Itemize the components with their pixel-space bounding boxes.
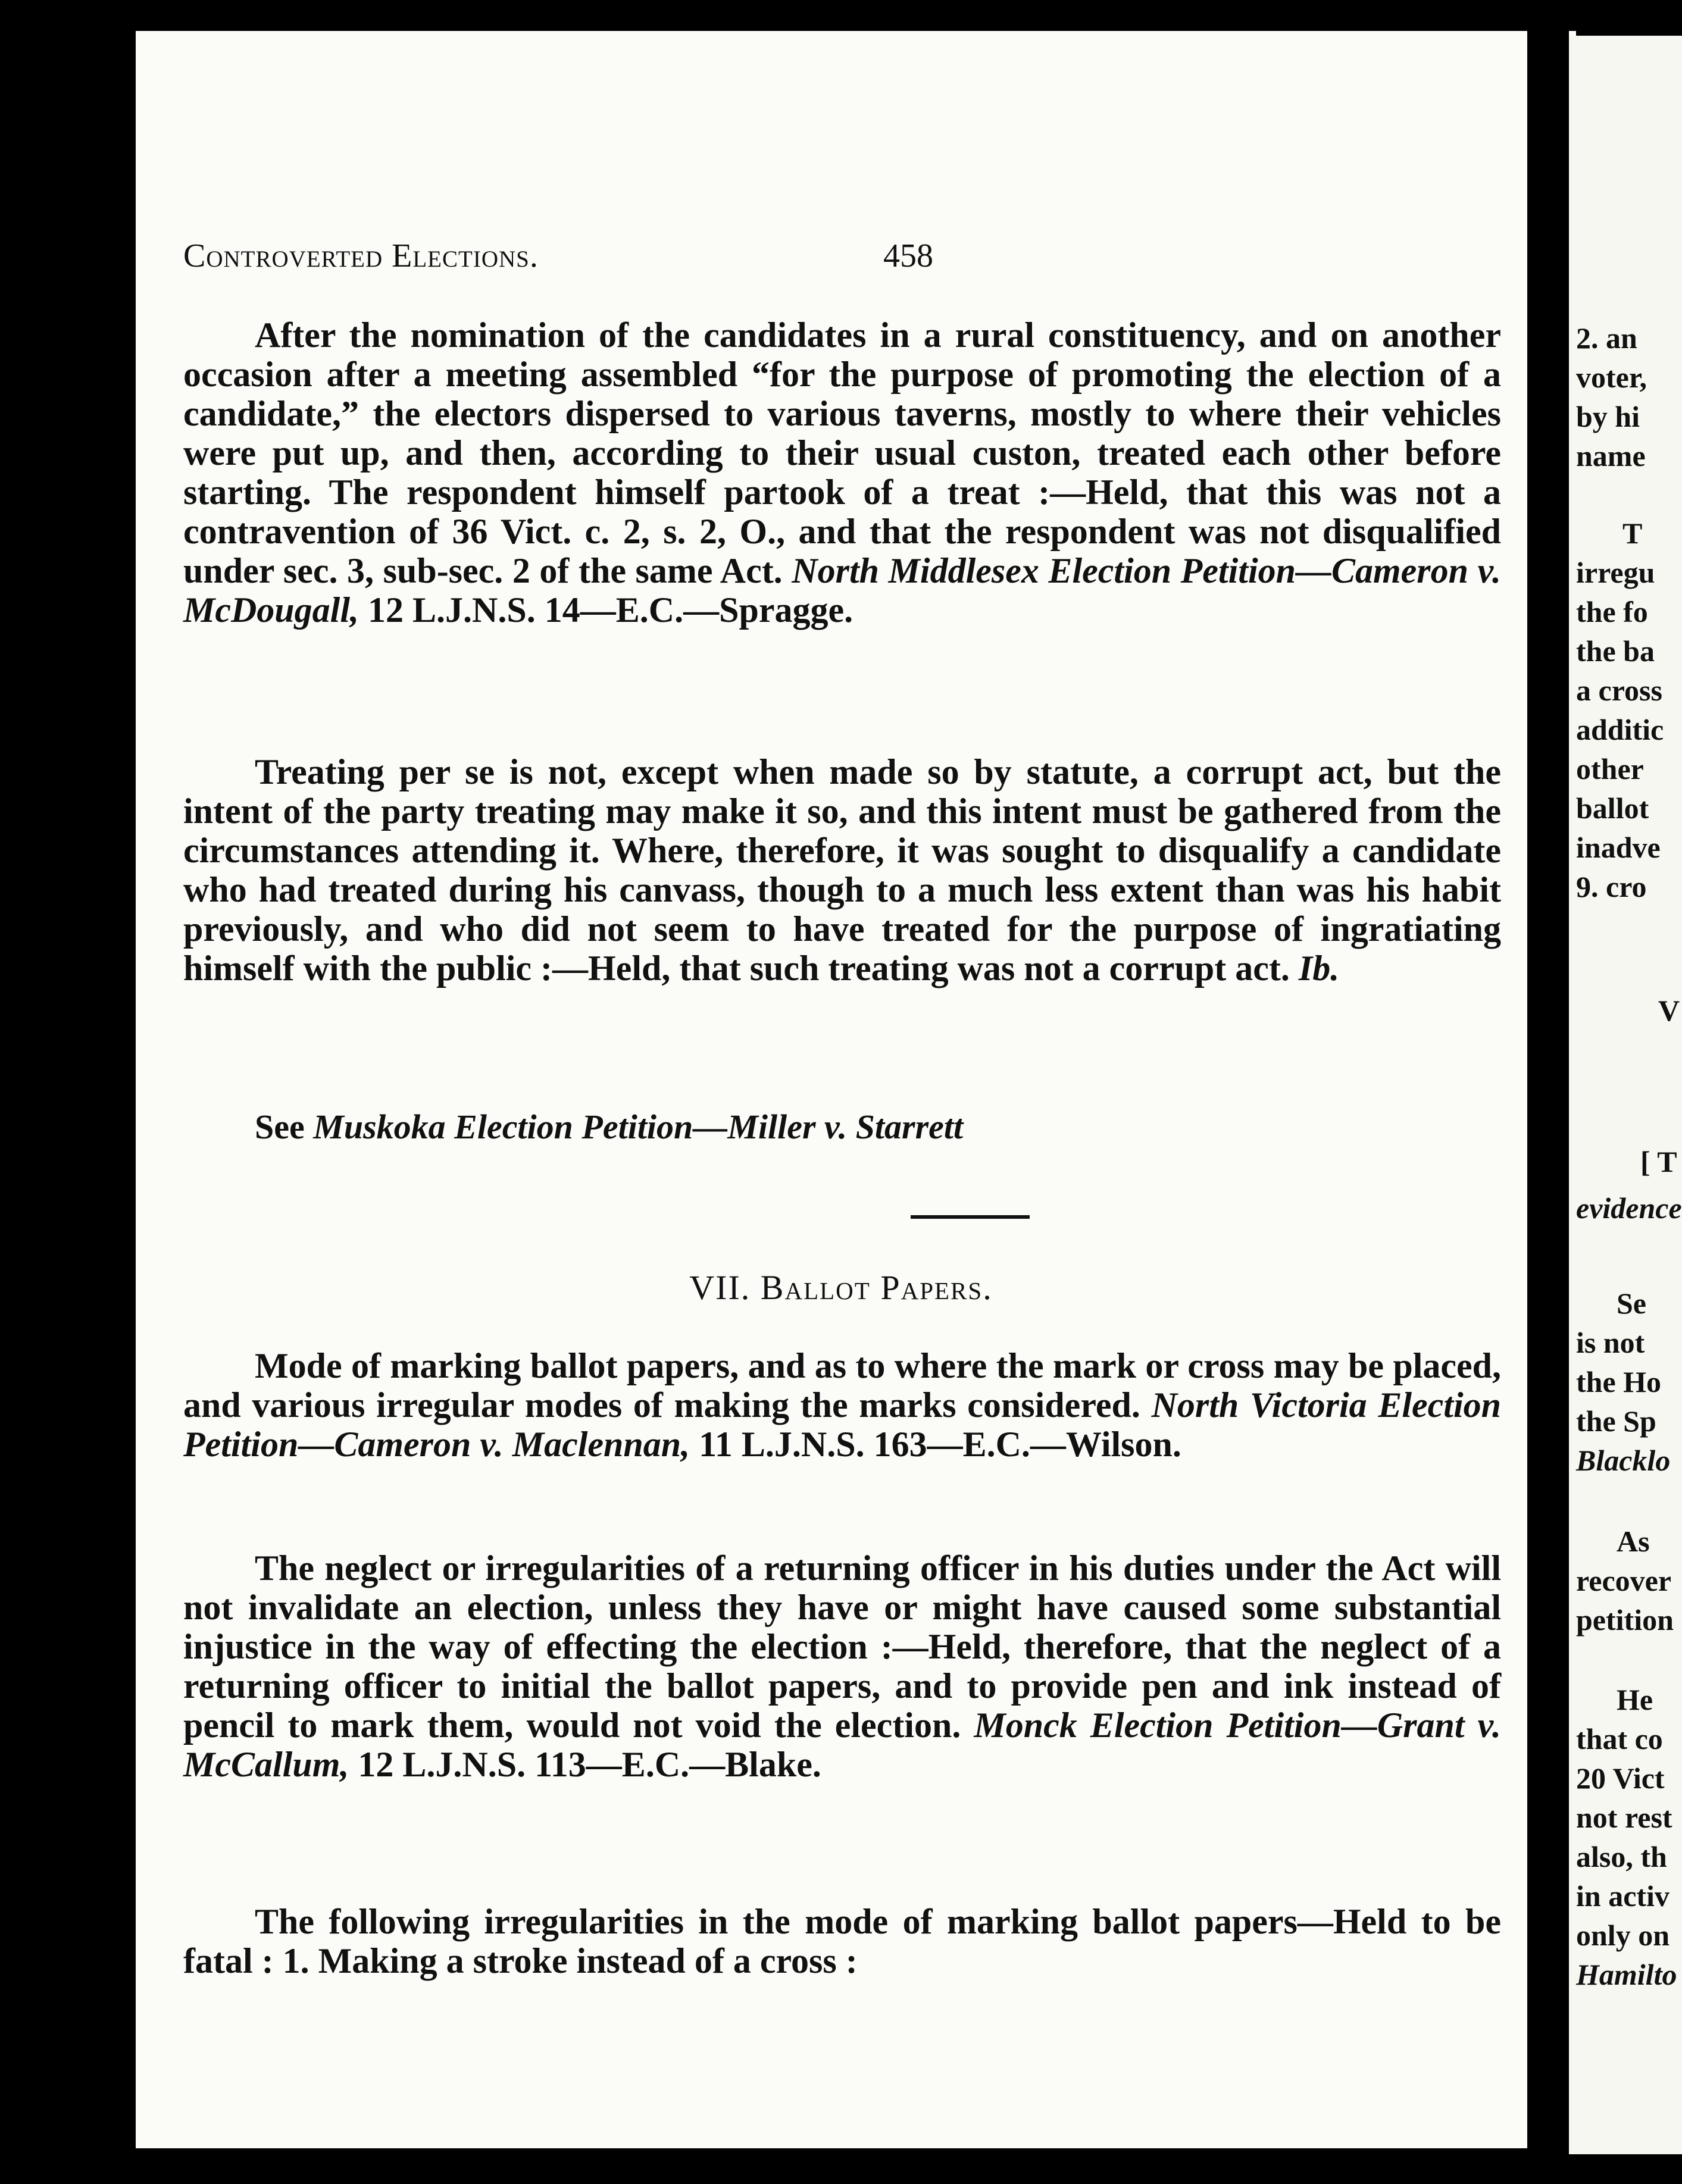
adjacent-fragment: other [1576, 752, 1644, 786]
adjacent-fragment: the ba [1576, 634, 1655, 668]
case-citation: North Middlesex Election Petition—Cameron v. McDougall, [183, 551, 1501, 630]
adjacent-fragment: T [1622, 517, 1643, 550]
case-citation: North Victoria Election Petition—Cameron v. Maclennan, [183, 1385, 1502, 1464]
section-title: Ballot Papers. [760, 1268, 993, 1307]
section-number: VII. [689, 1268, 751, 1307]
paragraph-text: The neglect or irregularities of a returning officer in his duties under the Act will not invalidate an election, unless they have or might have caused some substantial injustice in the way of effecting the election :—Held, therefore, that the neglect of a returning officer to initial the ballot papers, and to provide pen and ink instead of pencil to mark them, would not void the election. [183, 1548, 1501, 1745]
adjacent-fragment: He [1617, 1683, 1653, 1716]
page-number: 458 [883, 237, 933, 274]
report-reference: 12 L.J.N.S. 113—E.C.—Blake. [358, 1745, 821, 1784]
adjacent-fragment: by hi [1576, 400, 1640, 433]
adjacent-fragment: the fo [1576, 595, 1648, 628]
running-head [183, 237, 539, 275]
adjacent-fragment: additic [1576, 713, 1664, 746]
book-gutter [1527, 0, 1569, 2184]
case-citation: Muskoka Election Petition—Miller v. Starrett [313, 1107, 964, 1146]
adjacent-fragment: Se [1617, 1287, 1646, 1320]
adjacent-fragment: ballot [1576, 791, 1649, 825]
paragraph-mode-of-marking [183, 1346, 1501, 1464]
report-reference: 11 L.J.N.S. 163—E.C.—Wilson. [699, 1425, 1181, 1464]
adjacent-fragment: a cross [1576, 674, 1662, 707]
paragraph-text: Treating per se is not, except when made so by statute, a corrupt act, but the intent of the party treating may make it so, and this intent must be gathered from the circumstances attending it. Where, therefore, it was sought to disqualify a candidate who had treated during his canvass, though to a much less extent than was his habit previously, and who did not seem to have treated for the purpose of ingratiating himself with the public :—Held, that such treating was not a corrupt act. [183, 752, 1501, 988]
running-head-text: Controverted Elections. [183, 237, 539, 274]
adjacent-fragment: the Sp [1576, 1404, 1656, 1438]
paragraph-text: The following irregularities in the mode of marking ballot papers—Held to be fatal : 1. Making a stroke instead of a cross : [183, 1902, 1501, 1980]
case-citation: Monck Election Petition—Grant v. McCallum, [183, 1706, 1502, 1784]
paragraph-irregularities [183, 1902, 1501, 1980]
adjacent-fragment: name [1576, 439, 1646, 473]
paragraph-text: After the nomination of the candidates in a rural constituency, and on another occasion after a meeting assembled “for the purpose of promoting the election of a candidate,” the electors dispersed to various taverns, mostly to where their vehicles were put up, and then, according to their usual custon, treated each other before starting. The respondent himself partook of a treat :—Held, that this was not a contravention of 36 Vict. c. 2, s. 2, O., and that the respondent was not disqualified under sec. 3, sub-sec. 2 of the same Act. [183, 315, 1501, 590]
adjacent-fragment: is not [1576, 1326, 1645, 1359]
adjacent-fragment: not rest [1576, 1801, 1672, 1834]
adjacent-fragment: in activ [1576, 1879, 1670, 1913]
adjacent-fragment: Blacklo [1576, 1444, 1671, 1477]
adjacent-fragment: only on [1576, 1919, 1670, 1952]
adjacent-fragment: 9. cro [1576, 870, 1647, 903]
paragraph-treating-per-se [183, 752, 1501, 988]
adjacent-fragment: As [1617, 1525, 1650, 1558]
adjacent-fragment: 20 Vict [1576, 1761, 1665, 1795]
adjacent-fragment: [ T [1640, 1145, 1677, 1178]
section-divider-rule [911, 1215, 1030, 1219]
paragraph-returning-officer [183, 1548, 1501, 1784]
adjacent-fragment: 2. an [1576, 321, 1637, 355]
adjacent-fragment: voter, [1576, 361, 1647, 394]
adjacent-fragment: recover [1576, 1564, 1672, 1597]
adjacent-fragment: inadve [1576, 831, 1661, 864]
adjacent-fragment: irregu [1576, 556, 1655, 589]
adjacent-fragment: petition [1576, 1603, 1674, 1637]
adjacent-fragment: Hamilto [1576, 1958, 1677, 1991]
see-prefix: See [255, 1107, 305, 1146]
paragraph-text: Mode of marking ballot papers, and as to where the mark or cross may be placed, and various irregular modes of making the marks considered. [183, 1346, 1501, 1425]
adjacent-fragment: that co [1576, 1722, 1663, 1756]
see-also-reference [255, 1107, 963, 1147]
adjacent-fragment: V [1658, 994, 1680, 1027]
adjacent-fragment: the Ho [1576, 1365, 1662, 1398]
adjacent-page-strip [1569, 36, 1682, 2154]
paragraph-treating-taverns [183, 315, 1501, 630]
report-reference: 12 L.J.N.S. 14—E.C.—Spragge. [368, 590, 853, 630]
adjacent-fragment: evidence [1576, 1191, 1682, 1225]
case-citation: Ib. [1298, 949, 1340, 988]
adjacent-fragment: also, th [1576, 1840, 1667, 1873]
section-heading [0, 1268, 1682, 1307]
